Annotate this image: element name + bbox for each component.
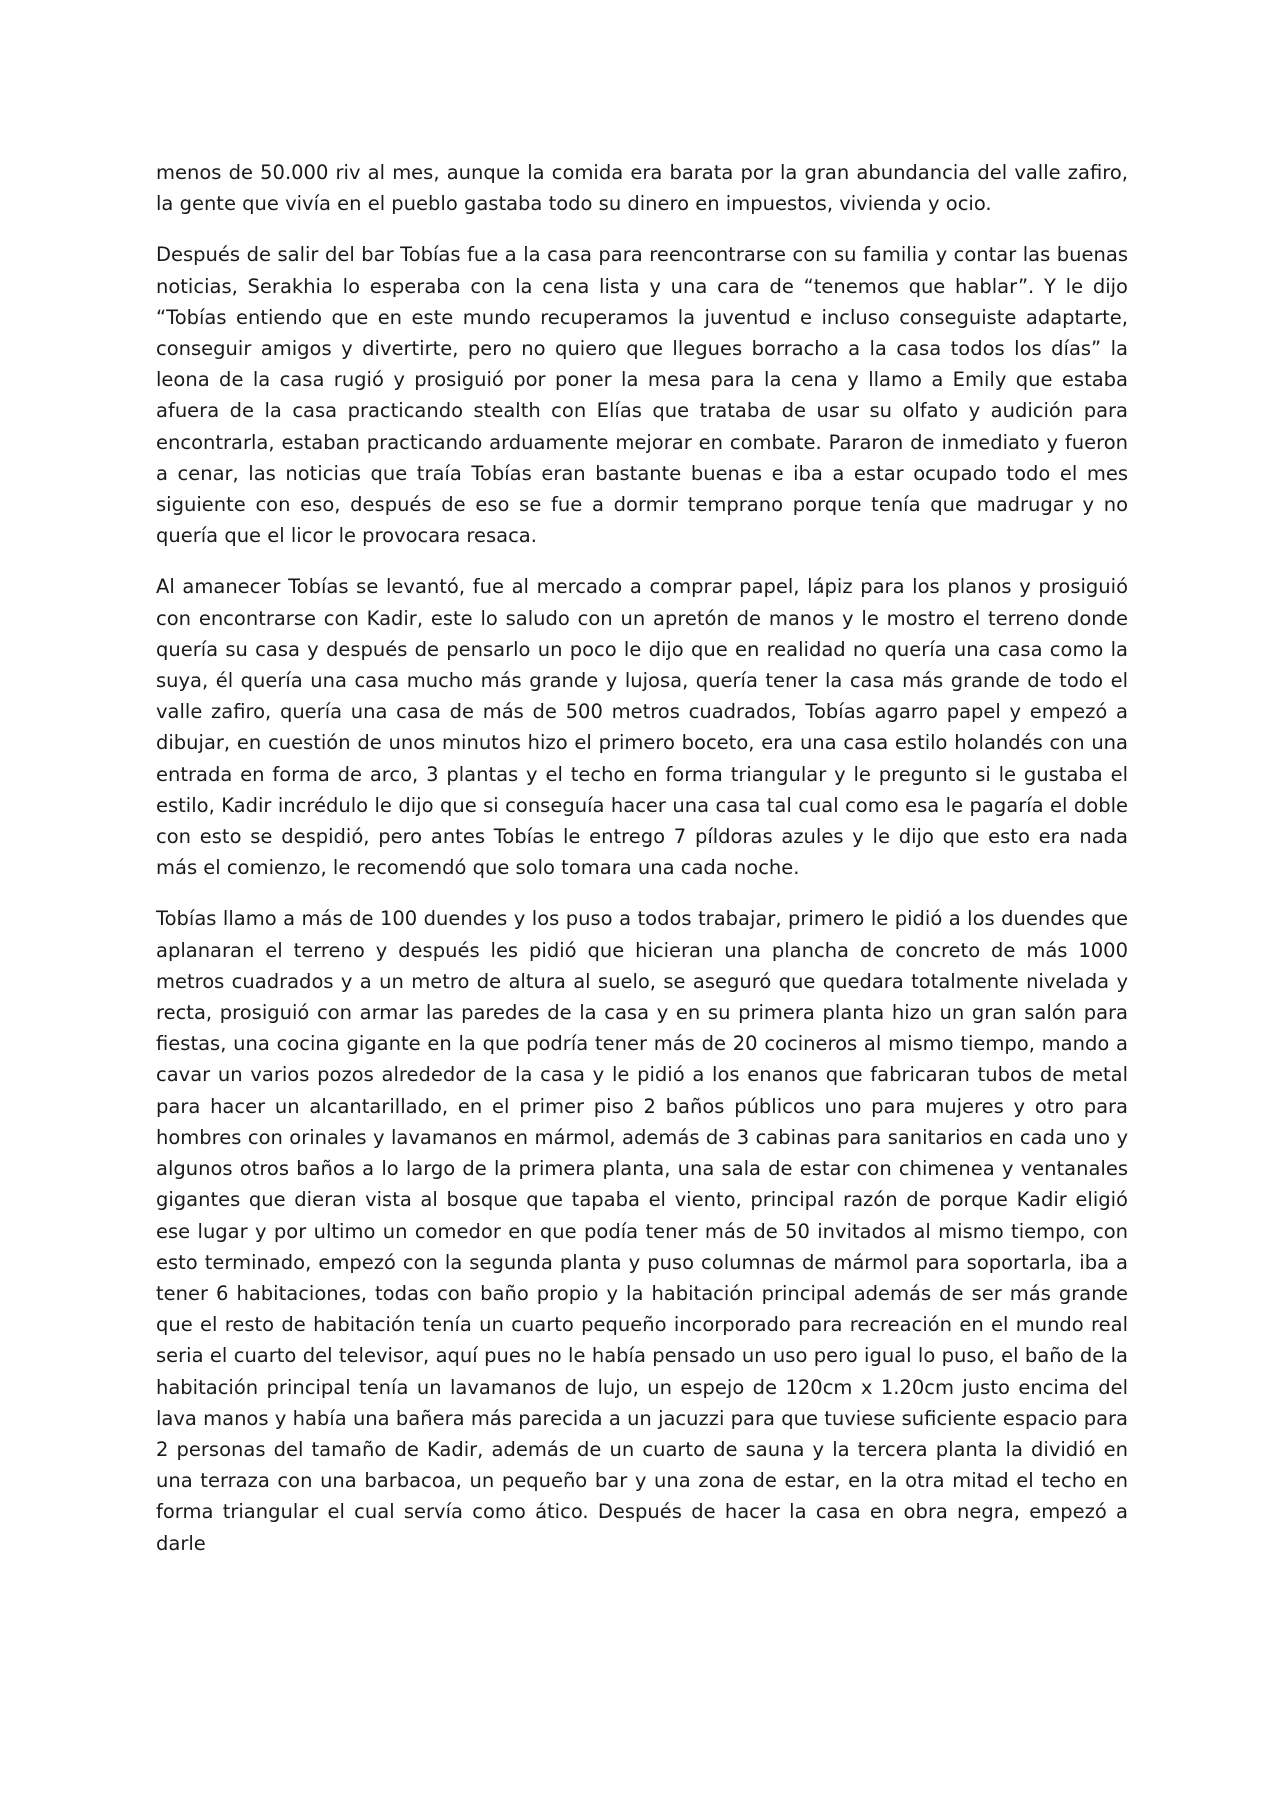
paragraph-2: Después de salir del bar Tobías fue a la casa para reencontrarse con su familia y contar las buenas noticias, Serakhia lo esperaba con la cena lista y una cara de “tenemos que hablar”. Y le dijo “Tobías entiendo que en este mundo recuperamos la juventud e incluso conseguiste adaptarte, conseguir amigos y divertirte, pero no quiero que llegues borracho a la casa todos los días” la leona de la casa rugió y prosiguió por poner la mesa para la cena y llamo a Emily que estaba afuera de la casa practicando stealth con Elías que trataba de usar su olfato y audición para encontrarla, estaban practicando arduamente mejorar en combate. Pararon de inmediato y fueron a cenar, las noticias que traía Tobías eran bastante buenas e iba a estar ocupado todo el mes siguiente con eso, después de eso se fue a dormir temprano porque tenía que madrugar y no quería que el licor le provocara resaca.: [156, 243, 1128, 548]
paragraph-1: menos de 50.000 riv al mes, aunque la comida era barata por la gran abundancia del valle zafiro, la gente que vivía en el pueblo gastaba todo su dinero en impuestos, vivienda y ocio.: [156, 161, 1128, 216]
document-page: [156, 157, 1128, 1579]
paragraph-3: Al amanecer Tobías se levantó, fue al mercado a comprar papel, lápiz para los planos y prosiguió con encontrarse con Kadir, este lo saludo con un apretón de manos y le mostro el terreno donde quería su casa y después de pensarlo un poco le dijo que en realidad no quería una casa como la suya, él quería una casa mucho más grande y lujosa, quería tener la casa más grande de todo el valle zafiro, quería una casa de más de 500 metros cuadrados, Tobías agarro papel y empezó a dibujar, en cuestión de unos minutos hizo el primero boceto, era una casa estilo holandés con una entrada en forma de arco, 3 plantas y el techo en forma triangular y le pregunto si le gustaba el estilo, Kadir incrédulo le dijo que si conseguía hacer una casa tal cual como esa le pagaría el doble con esto se despidió, pero antes Tobías le entrego 7 píldoras azules y le dijo que esto era nada más el comienzo, le recomendó que solo tomara una cada noche.: [156, 575, 1128, 880]
paragraph-4: Tobías llamo a más de 100 duendes y los puso a todos trabajar, primero le pidió a los duendes que aplanaran el terreno y después les pidió que hicieran una plancha de concreto de más 1000 metros cuadrados y a un metro de altura al suelo, se aseguró que quedara totalmente nivelada y recta, prosiguió con armar las paredes de la casa y en su primera planta hizo un gran salón para fiestas, una cocina gigante en la que podría tener más de 20 cocineros al mismo tiempo, mando a cavar un varios pozos alrededor de la casa y le pidió a los enanos que fabricaran tubos de metal para hacer un alcantarillado, en el primer piso 2 baños públicos uno para mujeres y otro para hombres con orinales y lavamanos en mármol, además de 3 cabinas para sanitarios en cada uno y algunos otros baños a lo largo de la primera planta, una sala de estar con chimenea y ventanales gigantes que dieran vista al bosque que tapaba el viento, principal razón de porque Kadir eligió ese lugar y por ultimo un comedor en que podía tener más de 50 invitados al mismo tiempo, con esto terminado, empezó con la segunda planta y puso columnas de mármol para soportarla, iba a tener 6 habitaciones, todas con baño propio y la habitación principal además de ser más grande que el resto de habitación tenía un cuarto pequeño incorporado para recreación en el mundo real seria el cuarto del televisor, aquí pues no le había pensado un uso pero igual lo puso, el baño de la habitación principal tenía un lavamanos de lujo, un espejo de 120cm x 1.20cm justo encima del lava manos y había una bañera más parecida a un jacuzzi para que tuviese suficiente espacio para 2 personas del tamaño de Kadir, además de un cuarto de sauna y la tercera planta la dividió en una terraza con una barbacoa, un pequeño bar y una zona de estar, en la otra mitad el techo en forma triangular el cual servía como ático. Después de hacer la casa en obra negra, empezó a darle: [156, 907, 1128, 1555]
